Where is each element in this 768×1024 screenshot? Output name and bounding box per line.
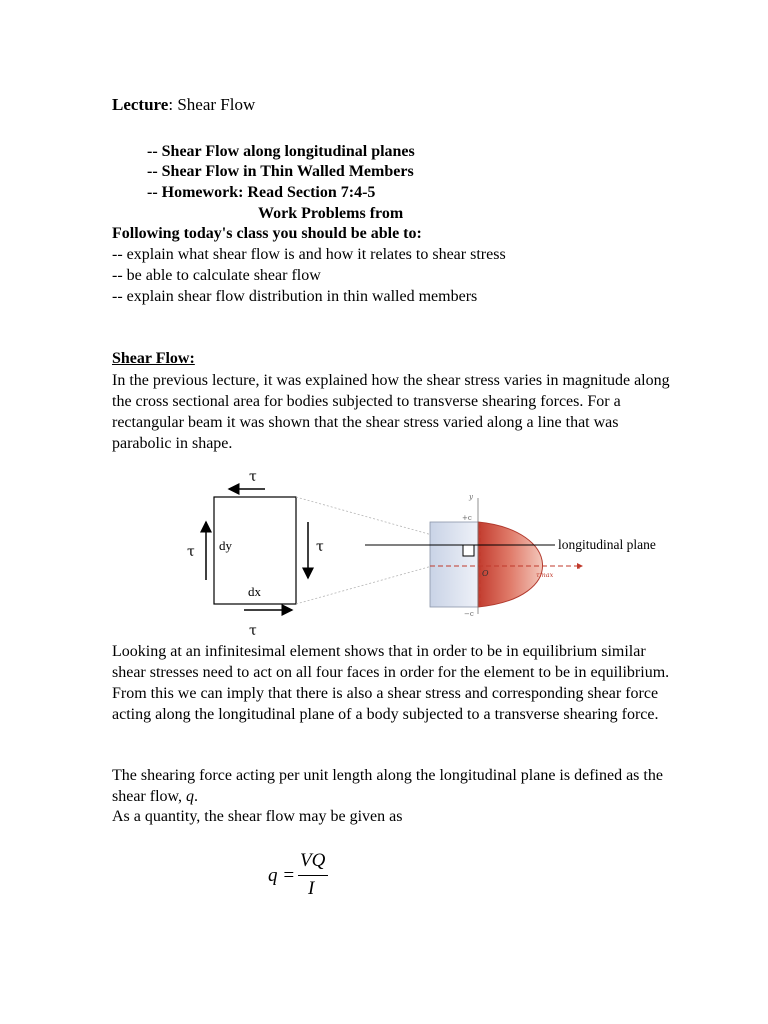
lecture-label: Lecture	[112, 95, 169, 114]
dy-label: dy	[219, 538, 232, 553]
equation-numerator: VQ	[300, 850, 326, 871]
intro-paragraph: In the previous lecture, it was explained how the shear stress varies in magnitude along the cross sectional area for bodies subjected to transverse shearing forces. For a rectangular beam it was shown that the shear stress varied along a line that was parabolic in shape.	[112, 372, 670, 452]
objectives-heading: Following today's class you should be able to:	[112, 225, 422, 242]
shear-element-diagram	[0, 455, 768, 645]
minus-c-label: −c	[464, 610, 474, 618]
quantity-intro: As a quantity, the shear flow may be given as	[112, 808, 403, 825]
beam-element-square	[463, 545, 474, 556]
fraction-bar	[298, 875, 328, 876]
tau-left-label: τ	[187, 544, 195, 560]
dx-label: dx	[248, 584, 261, 599]
objective-2: -- be able to calculate shear flow	[112, 267, 321, 284]
y-axis-label: y	[469, 493, 473, 501]
equilibrium-paragraph: Looking at an infinitesimal element shows that in order to be in equilibrium similar shear stresses need to act on all four faces in order for the element to be in equilibrium. From this we can imply that there is also a shear stress and corresponding shear force acting along the longitudinal plane of a body subjected to a transverse shearing force.	[112, 643, 670, 723]
origin-label: O	[482, 569, 489, 578]
parabolic-stress-distribution	[478, 522, 543, 607]
objective-3: -- explain shear flow distribution in thin walled members	[112, 288, 478, 305]
plus-c-label: +c	[462, 514, 472, 522]
longitudinal-plane-label: longitudinal plane	[558, 537, 656, 552]
section-heading: Shear Flow:	[112, 350, 195, 367]
tau-bottom-label: τ	[249, 623, 257, 639]
topic-4: Work Problems from	[258, 205, 404, 222]
definition-text: The shearing force acting per unit length along the longitudinal plane is defined as the shear flow,	[112, 767, 663, 805]
topic-2: -- Shear Flow in Thin Walled Members	[147, 163, 414, 180]
topic-1: -- Shear Flow along longitudinal planes	[147, 143, 415, 160]
tau-max-label: τmax	[536, 571, 554, 579]
equation-lhs: q =	[268, 865, 296, 886]
tau-axis-label: τ	[577, 563, 581, 571]
lecture-subject: : Shear Flow	[168, 95, 256, 114]
q-symbol: q	[186, 788, 195, 805]
objective-1: -- explain what shear flow is and how it relates to shear stress	[112, 246, 506, 263]
tau-right-label: τ	[316, 539, 324, 555]
lecture-title	[112, 95, 255, 115]
shear-flow-definition	[112, 765, 672, 807]
equation-denominator: I	[308, 878, 315, 899]
topic-3: -- Homework: Read Section 7:4-5	[147, 184, 376, 201]
shear-flow-equation	[268, 850, 348, 900]
definition-period: .	[194, 788, 199, 805]
tau-top-label: τ	[249, 469, 257, 485]
beam-section	[430, 522, 478, 607]
